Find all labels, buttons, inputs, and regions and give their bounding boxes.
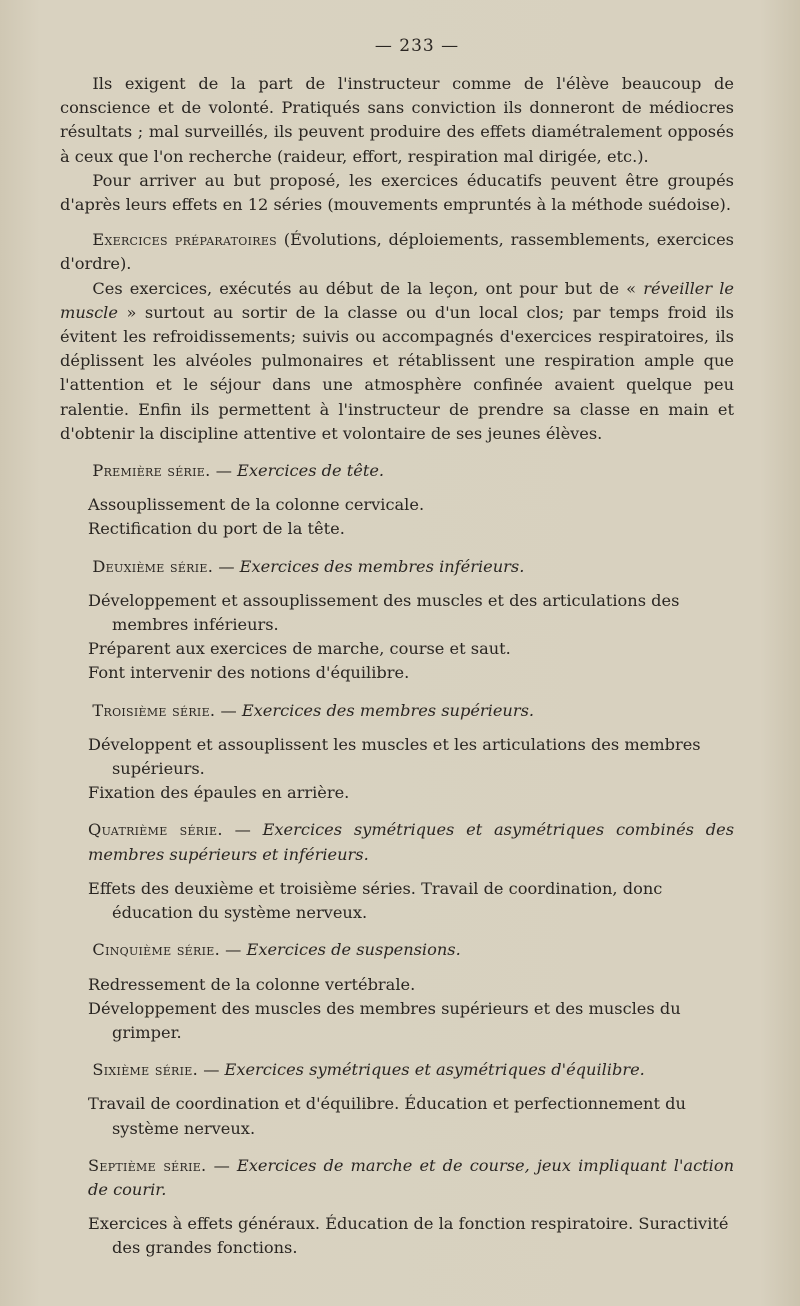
series-title: Exercices de suspensions. <box>246 940 461 960</box>
intro-paragraph-1: Ils exigent de la part de l'instructeur comme de l'élève beaucoup de conscience et de volonté. Pratiqués sans conviction ils donneront de médiocres résultats ; mal surveillés, ils peuvent produire des effets diamétralement opposés à ceux que l'on recherche (raideur, effort, respiration mal dirigée, etc.). <box>60 74 734 166</box>
series-items <box>60 973 734 1046</box>
series-dash: — <box>220 940 247 960</box>
series-title: Exercices des membres inférieurs. <box>239 556 525 576</box>
series-items <box>60 1212 734 1260</box>
series-items <box>60 589 734 686</box>
series-title: Exercices des membres supérieurs. <box>241 700 535 720</box>
series-dash: — <box>213 556 240 576</box>
series-title: Exercices de marche et de course, jeux impliquant l'action de courir. <box>88 1155 734 1199</box>
series-heading <box>60 1058 734 1082</box>
series-items <box>60 493 734 541</box>
series-label: Quatrième série. <box>88 820 223 840</box>
series-item: Rectification du port de la tête. <box>88 519 345 539</box>
series-title: Exercices symétriques et asymétriques d'équilibre. <box>224 1060 645 1080</box>
series-dash: — <box>215 700 242 720</box>
series-list <box>60 459 734 1260</box>
series-label: Troisième série. <box>92 700 216 720</box>
series-heading <box>60 699 734 723</box>
series-item: Développement des muscles des membres supérieurs et des muscles du grimper. <box>88 998 681 1042</box>
series-label: Sixième série. <box>92 1060 199 1080</box>
series-label: Deuxième série. <box>92 556 214 576</box>
series-item: Préparent aux exercices de marche, course et saut. <box>88 639 511 659</box>
series-label: Septième série. <box>88 1155 207 1175</box>
series-items <box>60 1092 734 1140</box>
series-dash: — <box>206 1155 237 1175</box>
series-title: Exercices symétriques et asymétriques combinés des membres supérieurs et inférieurs. <box>88 820 735 864</box>
series-item: Assouplissement de la colonne cervicale. <box>88 495 425 515</box>
series-items <box>60 733 734 806</box>
series-label: Première série. <box>92 461 211 481</box>
preparatory-body <box>60 277 734 446</box>
series-dash: — <box>198 1060 225 1080</box>
series-item: Fixation des épaules en arrière. <box>88 783 350 803</box>
preparatory-body-emphasis: réveiller le muscle <box>60 278 734 322</box>
series-item: Développent et assouplissent les muscles et les articulations des membres supérieurs. <box>88 734 701 779</box>
series-title: Exercices de tête. <box>237 461 385 481</box>
series-items <box>60 877 734 925</box>
series-dash: — <box>210 461 238 481</box>
series-item: Exercices à effets généraux. Éducation de la fonction respiratoire. Suractivité des grandes fonctions. <box>88 1214 729 1258</box>
series-heading <box>60 555 734 579</box>
series-dash: — <box>222 820 263 840</box>
preparatory-body-start: Ces exercices, exécutés au début de la leçon, ont pour but de « <box>92 278 644 298</box>
intro-paragraph-2: Pour arriver au but proposé, les exercices éducatifs peuvent être groupés d'après leurs effets en 12 séries (mouvements empruntés à la méthode suédoise). <box>60 170 734 215</box>
series-item: Font intervenir des notions d'équilibre. <box>88 663 410 683</box>
preparatory-heading <box>60 228 734 276</box>
preparatory-heading-rest: (Évolutions, déploiements, rassemblements, exercices d'ordre). <box>60 230 734 274</box>
series-item: Travail de coordination et d'équilibre. Éducation et perfectionnement du système nerveux. <box>88 1094 686 1138</box>
series-heading <box>60 1154 734 1202</box>
preparatory-heading-label: Exercices préparatoires <box>92 230 278 250</box>
series-item: Développement et assouplissement des muscles et des articulations des membres inférieurs. <box>88 590 680 635</box>
series-heading <box>60 459 734 483</box>
series-item: Effets des deuxième et troisième séries. Travail de coordination, donc éducation du système nerveux. <box>88 878 663 923</box>
page-number: — 233 — <box>374 36 460 56</box>
series-label: Cinquième série. <box>92 940 221 960</box>
series-heading <box>60 818 734 866</box>
series-heading <box>60 938 734 962</box>
preparatory-body-end: » surtout au sortir de la classe ou d'un local clos; par temps froid ils évitent les refroidissements; suivis ou accompagnés d'exercices respiratoires, ils déplissent les alvéoles pulmonaires et rétablissent une respiration ample que l'attention et le séjour dans une atmosphère confinée avaient quelque peu ralentie. Enfin ils permettent à l'instructeur de prendre sa classe en main et d'obtenir la discipline attentive et volontaire de ses jeunes élèves. <box>60 302 734 443</box>
series-item: Redressement de la colonne vertébrale. <box>88 974 416 994</box>
